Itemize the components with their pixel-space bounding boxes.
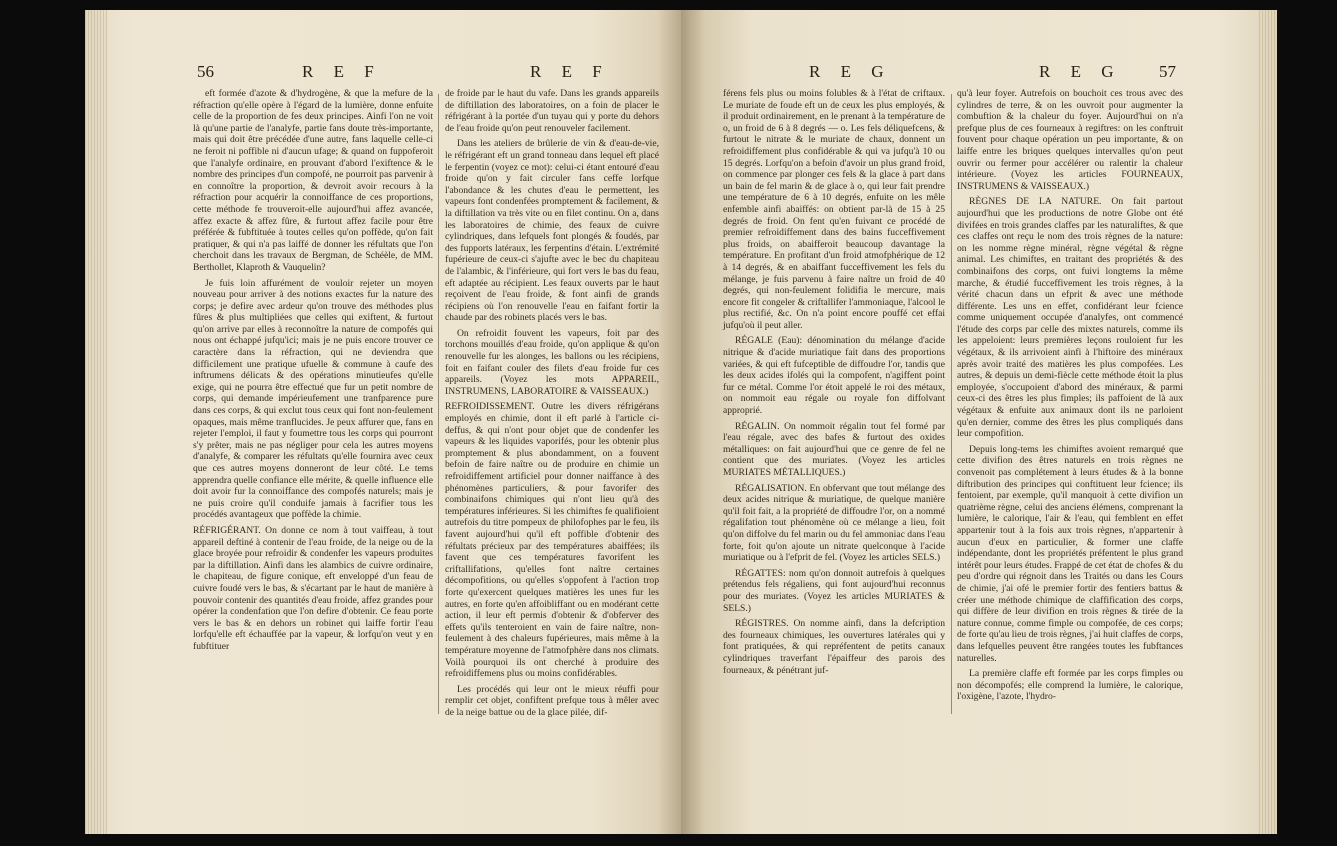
- paragraph: RÉGISTRES. On nomme ainfi, dans la defcription des fourneaux chimiques, les ouvertures latérales qui y font pratiquées, & qui repréfentent de petits canaux cylindriques traverfant l'épaiffeur des parois des fourneaux, & pénétrant juf-: [723, 618, 945, 676]
- paragraph: eft formée d'azote & d'hydrogène, & que la mefure de la réfraction qu'elle opère à l'égard de la lumière, donne enfuite celle de la proportion de fes deux principes. Ainfi l'on ne voit là qu'une partie de l'analyfe, partie fans doute très-importante, mais qui doit être précédée d'une autre, fans laquelle celle-ci ne feroit ni poffible ni d'aucun ufage; & quand on fuppoferoit que l'analyfe ordinaire, en prouvant d'abord l'exiftence & le nombre des principes d'un compofé, ne pourroit pas parvenir à en connoître la proportion, & devroit avoir recours à la réfraction pour acquérir la connoiffance de ces proportions, cette méthode fe trouveroit-elle aujourd'hui affez avancée, affez exacte & affez fûre, & furtout affez facile pour être préférée & fubftituée à toutes celles qu'on poffède, qu'on fait pratiquer, & qui n'a pas laiffé de donner les réfultats que l'on cherchoit dans les travaux de Bergman, de Schéèle, de MM. Berthollet, Klaproth & Vauquelin?: [193, 88, 433, 273]
- right-page-header: [681, 62, 1277, 88]
- paragraph: RÉGATTES: nom qu'on donnoit autrefois à quelques prétendus fels régaliens, qui font aujourd'hui reconnus pour des muriates. (Voyez les articles MURIATES & SELS.): [723, 567, 945, 614]
- paragraph: de froide par le haut du vafe. Dans les grands appareils de diftillation des laboratoires, on a foin de placer le réfrigérant à la portée d'un tuyau qui y porte du dehors de l'eau froide qu'on peut renouveler facilement.: [445, 88, 659, 134]
- text-column-right: [445, 88, 659, 718]
- paragraph: La première claffe eft formée par les corps fimples ou non décompofés; elle comprend la lumière, le calorique, l'oxigène, l'azote, l'hydro-: [957, 668, 1183, 703]
- paragraph: On refroidit fouvent les vapeurs, foit par des torchons mouillés d'eau froide, qu'on applique & qu'on renouvelle fur les alonges, les ballons ou les récipiens, foit en faifant couler des filets d'eau froide fur ces appareils. (Voyez les mots APPAREIL, INSTRUMENS, LABORATOIRE & VAISSEAUX.): [445, 327, 659, 397]
- paragraph: férens fels plus ou moins folubles & à l'état de criftaux. Le muriate de foude eft un de ceux les plus employés, & il produit ordinairement, en le prenant à la température de o, un froid de 6 à 8 degrés — o. Les fels déliquefcens, & furtout le nitrate & le muriate de chaux, donnent un refroidiffement plus confidérable & qui va jufqu'à 10 ou 15 degrés. Lorfqu'on a befoin d'avoir un plus grand froid, on commence par plonger ces fels & la glace à part dans un bain de fel marin & de glace à o, qui leur fait prendre une température de 6 à 10 degrés, enfuite on les mêle enfemble ainfi abaiffés: on obtient par-là de 15 à 25 degrés de froid. On fent qu'en fuivant ce procédé de premier refroidiffement dans des bains fucceffivement plus froids, on abaifferoit beaucoup davantage la température. En profitant d'un froid atmofphérique de 12 à 14 degrés, & en abaiffant fucceffivement les fels du mélange, je fuis parvenu à faire naître un froid de 40 degrés, qui non-feulement folidifia le mercure, mais encore fit congeler & criftallifer l'ammoniaque, l'alcool le plus rectifié, &c. On n'a point encore pouffé cet effai jufqu'où il peut aller.: [723, 88, 945, 331]
- paragraph: RÈGNES DE LA NATURE. On fait partout aujourd'hui que les productions de notre Globe ont été divifées en trois grandes claffes par les naturaliftes, & que ces claffes ont reçu le nom des trois règnes de la nature: on les nomme règne minéral, règne végétal & règne animal. Les chimiftes, en traitant des propriétés & des combinaifons des corps, ont fuivi longtems la même marche, & étudié fucceffivement les trois règnes, à la vérité chacun dans un efprit & avec une méthode différente. Les uns en effet, confidérant leur fcience comme uniquement occupée d'analyfes, ont commencé l'étude des corps par celle des mixtes naturels, comme ils les appeloient: leurs premières leçons rouloient fur les végétaux, & ils arrivoient ainfi à l'hiftoire des minéraux après avoir traité des matières les plus compofées. Les autres, & depuis un demi-fiècle cette méthode étoit la plus employée, s'occupoient d'abord des minéraux, & parmi ceux-ci des êtres les plus fimples; ils paffoient de là aux végétaux & enfuite aux animaux dont ils ne parloient qu'en dernier, comme des êtres les plus compliqués dans leur compofition.: [957, 196, 1183, 440]
- paragraph: Je fuis loin affurément de vouloir rejeter un moyen nouveau pour arriver à des notions exactes fur la nature des corps; je defire avec ardeur qu'on trouve des méthodes plus fûres & plus multipliées que celles qui exiftent, & furtout qu'on arrive par elles à reconnoître la nature de compofés qui nous ont échappé jufqu'ici; mais je ne puis encore trouver ce caractère dans la réfraction, qui ne deviendra que difficilement une pratique ufuelle & commune à caufe des inftrumens délicats & des opérations minutieufes qu'elle exige, qui ne pourra être effectué que fur un petit nombre de corps, qui demande impérieufement une tranfparence pure dans ces corps, & qui exclut tous ceux qui font non-feulement opaques, mais même tranflucides. Je peux affurer que, fans en rejeter l'emploi, il faut y foumettre tous les corps qui pourront s'y prêter, mais ne pas négliger pour cela les autres moyens d'analyfe, & comparer les réfultats qu'elle fournira avec ceux que ces autres moyens donneront de leur côté. Le tems apprendra quelle confiance elle mérite, & quelle influence elle doit avoir fur la connoiffance des compofés naturels; mais je ne puis croire qu'il conduife jamais à facrifier tous les procédés avantageux que poffède la chimie.: [193, 277, 433, 521]
- paragraph: RÉFRIGÉRANT. On donne ce nom à tout vaiffeau, à tout appareil deftiné à contenir de l'eau froide, de la neige ou de la glace broyée pour refroidir & condenfer les vapeurs produites par la diftillation. Ainfi dans les alambics de cuivre ordinaire, le chapiteau, de figure conique, eft enveloppé d'un feau de cuivre foudé vers le bas, & s'écartant par le haut de manière à pouvoir contenir des quantités d'eau froide, affez grandes pour opérer la condenfation que l'on defire d'obtenir. Ce feau porte vers le bas & en dehors un robinet qui laiffe fortir l'eau lorfqu'elle eft échauffée par la vapeur, & lorfqu'on veut y en fubftituer: [193, 524, 433, 652]
- running-head: R E G: [809, 62, 892, 81]
- page-number: 56: [197, 62, 214, 81]
- right-page: [681, 10, 1277, 834]
- paragraph: RÉGALISATION. En obfervant que tout mélange des deux acides nitrique & muriatique, de quelque manière qu'il foit fait, a la propriété de diffoudre l'or, on a nommé régalifation tout phénomène où ce mélange a lieu, foit qu'on diffolve du fel marin ou du fel ammoniac dans l'eau forte, foit qu'on ajoute un nitrate quelconque à l'acide muriatique ou à l'efprit de fel. (Voyez les articles SELS.): [723, 482, 945, 564]
- open-book: [85, 10, 1277, 834]
- left-page-header: [85, 62, 681, 88]
- left-page: [85, 10, 681, 834]
- paragraph: RÉGALIN. On nommoit régalin tout fel formé par l'eau régale, avec des bafes & furtout des oxides métalliques: on fait aujourd'hui que ce genre de fel ne contient que des muriates. (Voyez les articles MURIATES MÉTALLIQUES.): [723, 420, 945, 478]
- page-number: 57: [1159, 62, 1176, 81]
- paragraph: REFROIDISSEMENT. Outre les divers réfrigérans employés en chimie, dont il eft parlé à l'article ci-deffus, & qui n'ont pour objet que de condenfer les vapeurs & les liquides vaporifés, pour les obtenir plus promptement & plus abondamment, on a fouvent befoin de faire naître ou de produire en chimie un refroidiffement artificiel pour donner naiffance à des phénomènes particuliers, & pour favorifer des combinaifons chimiques qui n'ont lieu qu'à des températures inférieures. Si les chimiftes fe qualifioient autrefois du titre pompeux de philofophes par le feu, ils favent aujourd'hui qu'il eft poffible d'obtenir des réfultats précieux par des températures abaiffées; ils favent que ces températures favorifent les criftallifations, qu'elles font naître certaines décompofitions, ou qu'elles s'oppofent à l'action trop forte qu'exercent quelques matières les unes fur les autres, en forte qu'en affoibliffant ou en modérant cette action, il leur eft permis d'obtenir & d'obferver des effets qu'ils tenteroient en vain de faire naître, non-feulement à des chaleurs fupérieures, mais même à la température moyenne de l'atmofphère dans nos climats. Voilà pourquoi ils ont cherché à produire des refroidiffemens plus ou moins confidérables.: [445, 401, 659, 680]
- text-column-left: [723, 88, 945, 710]
- paragraph: RÉGALE (Eau): dénomination du mélange d'acide nitrique & d'acide muriatique fait dans des proportions variées, & qui eft fufceptible de diffoudre l'or, tandis que les deux acides ifolés qui la compofent, n'agiffent point fur ce métal. Comme l'or étoit appelé le roi des métaux, on nommoit eau régale ou royale fon diffolvant approprié.: [723, 335, 945, 417]
- running-head: R E G: [1039, 62, 1122, 81]
- paragraph: Depuis long-tems les chimiftes avoient remarqué que cette divifion des êtres naturels en trois règnes ne convenoit pas complétement à leurs études & à la bonne diftribution des principes qui conftituent leur fcience; ils fentoient, par exemple, qu'il manquoit à cette divifion un quatrième règne, celui des anciens élémens, comprenant la lumière, le calorique, l'air & l'eau, qui femblent en effet appartenir tout à la fois aux trois règnes, n'appartenir à aucun d'eux en particulier, & former une claffe indépendante, dont les propriétés préfentent le plus grand intérêt pour leurs études. Frappé de cet état de chofes & du peu d'ordre qui régnoit dans les Traités ou dans les Cours de chimie, j'ai ofé le premier fortir des fentiers battus & créer une méthode chimique de claffification des corps, qui diffère de leur divifion en trois règnes & tirée de la nature connue, comme fimple ou compofée, de ces corps; de forte qu'au lieu de trois règnes, j'ai huit claffes de corps, dans lefquelles peuvent être rangées toutes les fubftances naturelles.: [957, 443, 1183, 664]
- column-rule: [438, 94, 439, 714]
- text-column-left: [193, 88, 433, 710]
- paragraph: qu'à leur foyer. Autrefois on bouchoit ces trous avec des cylindres de terre, & on les ouvroit pour augmenter la combuftion & la chaleur du foyer. Aujourd'hui on n'a prefque plus de ces fourneaux à regiftres: on les conftruit fouvent pour chaque opération un peu importante, & on laiffe entre les briques quelques intervalles qu'on peut ouvrir ou fermer pour accélérer ou ralentir la chaleur intérieure. (Voyez les articles FOURNEAUX, INSTRUMENS & VAISSEAUX.): [957, 88, 1183, 192]
- running-head: R E F: [530, 62, 610, 81]
- running-head: R E F: [302, 62, 382, 81]
- text-column-right: [957, 88, 1183, 710]
- paragraph: Dans les ateliers de brûlerie de vin & d'eau-de-vie, le réfrigérant eft un grand tonneau dans lequel eft placé le ferpentin (voyez ce mot): celui-ci étant entouré d'eau froide qu'on y fait circuler fans ceffe lorfque l'abondance & les chutes d'eau le permettent, les vapeurs font condenfées promptement & facilement, & la diftillation va très vite ou en filet continu. On a, dans les laboratoires de chimie, des feaux de cuivre cylindriques, dans lefquels font plongés & foudés, par des fupports latéraux, les ferpentins d'étain. L'extrémité fupérieure de ceux-ci s'ajufte avec le bec du chapiteau de l'alambic, & l'inférieure, qui fort vers le bas du feau, eft adaptée au récipient. Les feaux ouverts par le haut reçoivent de l'eau froide, & font ainfi de grands récipiens où l'on renouvelle l'eau en faifant fortir la chaude par des robinets placés vers le bas.: [445, 138, 659, 324]
- paragraph: Les procédés qui leur ont le mieux réuffi pour remplir cet objet, confiftent prefque tous à mêler avec de la neige battue ou de la glace pilée, dif-: [445, 683, 659, 718]
- column-rule: [951, 94, 952, 714]
